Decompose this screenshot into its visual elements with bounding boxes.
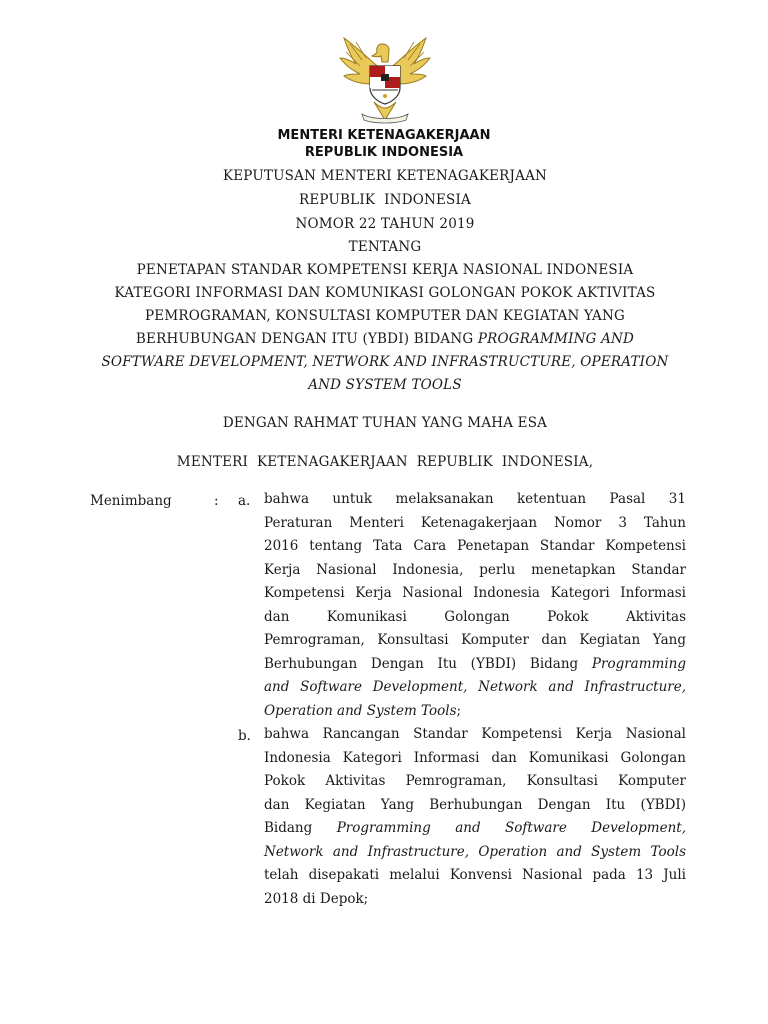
decree-subject-text: BERHUBUNGAN DENGAN ITU (YBDI) BIDANG xyxy=(135,331,478,347)
decree-subject-italic: AND SYSTEM TOOLS xyxy=(308,377,462,393)
decree-country: REPUBLIK INDONESIA xyxy=(299,192,471,208)
para-italic: and Software Development, Network and Infrastructure, xyxy=(264,679,686,695)
para-line: Kerja Nasional Indonesia, perlu menetapkan Standar xyxy=(264,561,686,578)
item-marker: b. xyxy=(238,728,251,744)
para-line: telah disepakati melalui Konvensi Nasional pada 13 Juli xyxy=(264,867,686,883)
considering-item-a xyxy=(264,488,686,723)
decree-title: KEPUTUSAN MENTERI KETENAGAKERJAAN xyxy=(222,168,548,184)
decree-subject-line xyxy=(60,354,710,370)
decree-subject-line xyxy=(60,377,710,393)
para-line: Pokok Aktivitas Pemrograman, Konsultasi Komputer xyxy=(264,773,686,789)
decree-number: NOMOR 22 TAHUN 2019 xyxy=(295,216,475,232)
decree-subject-line: PEMROGRAMAN, KONSULTASI KOMPUTER DAN KEGIATAN YANG xyxy=(144,308,625,324)
para-text: Berhubungan Dengan Itu (YBDI) Bidang xyxy=(264,655,592,672)
decree-subject-italic: SOFTWARE DEVELOPMENT, NETWORK AND INFRASTRUCTURE, OPERATION xyxy=(101,354,669,370)
minister-heading: MENTERI KETENAGAKERJAAN REPUBLIK INDONESIA, xyxy=(176,454,594,470)
para-line: dan Kegiatan Yang Berhubungan Dengan Itu (YBDI) xyxy=(264,796,686,813)
para-line: Pemrograman, Konsultasi Komputer dan Kegiatan Yang xyxy=(264,632,686,648)
para-italic: Operation and System Tools xyxy=(264,702,457,719)
decree-subject-line: PENETAPAN STANDAR KOMPETENSI KERJA NASIONAL INDONESIA xyxy=(136,262,634,278)
ministry-name: MENTERI KETENAGAKERJAAN xyxy=(277,128,491,143)
para-line: 2016 tentang Tata Cara Penetapan Standar Kompetensi xyxy=(264,538,686,554)
para-line xyxy=(264,676,686,700)
para-line xyxy=(264,841,686,865)
para-italic: Programming xyxy=(591,655,686,672)
para-line: Kompetensi Kerja Nasional Indonesia Kategori Informasi xyxy=(264,585,686,601)
para-italic: Network and Infrastructure, Operation and System Tools xyxy=(264,843,686,860)
item-marker: a. xyxy=(238,493,251,509)
para-line: 2018 di Depok; xyxy=(264,890,369,907)
para-italic: Programming and Software Development, xyxy=(336,820,686,836)
para-line: Peraturan Menteri Ketenagakerjaan Nomor 3 Tahun xyxy=(264,514,686,531)
para-line: bahwa Rancangan Standar Kompetensi Kerja Nasional xyxy=(264,726,686,742)
para-line xyxy=(264,653,686,677)
considering-item-b xyxy=(264,723,686,911)
considering-colon: : xyxy=(214,493,219,509)
para-line: Indonesia Kategori Informasi dan Komunikasi Golongan xyxy=(264,749,686,766)
ministry-country: REPUBLIK INDONESIA xyxy=(304,145,464,160)
para-line xyxy=(264,817,686,841)
decree-subject-line xyxy=(60,331,710,347)
decree-subject-italic: PROGRAMMING AND xyxy=(477,331,635,347)
para-line xyxy=(264,700,686,724)
para-line: bahwa untuk melaksanakan ketentuan Pasal 31 xyxy=(264,491,686,507)
para-line: dan Komunikasi Golongan Pokok Aktivitas xyxy=(264,608,686,625)
considering-label: Menimbang xyxy=(90,493,172,509)
garuda-emblem-icon xyxy=(332,30,438,126)
invocation: DENGAN RAHMAT TUHAN YANG MAHA ESA xyxy=(222,415,548,431)
para-text: Bidang xyxy=(264,820,337,836)
decree-subject-line: KATEGORI INFORMASI DAN KOMUNIKASI GOLONGAN POKOK AKTIVITAS xyxy=(114,285,656,301)
para-text: ; xyxy=(456,702,462,719)
decree-about: TENTANG xyxy=(348,239,422,255)
